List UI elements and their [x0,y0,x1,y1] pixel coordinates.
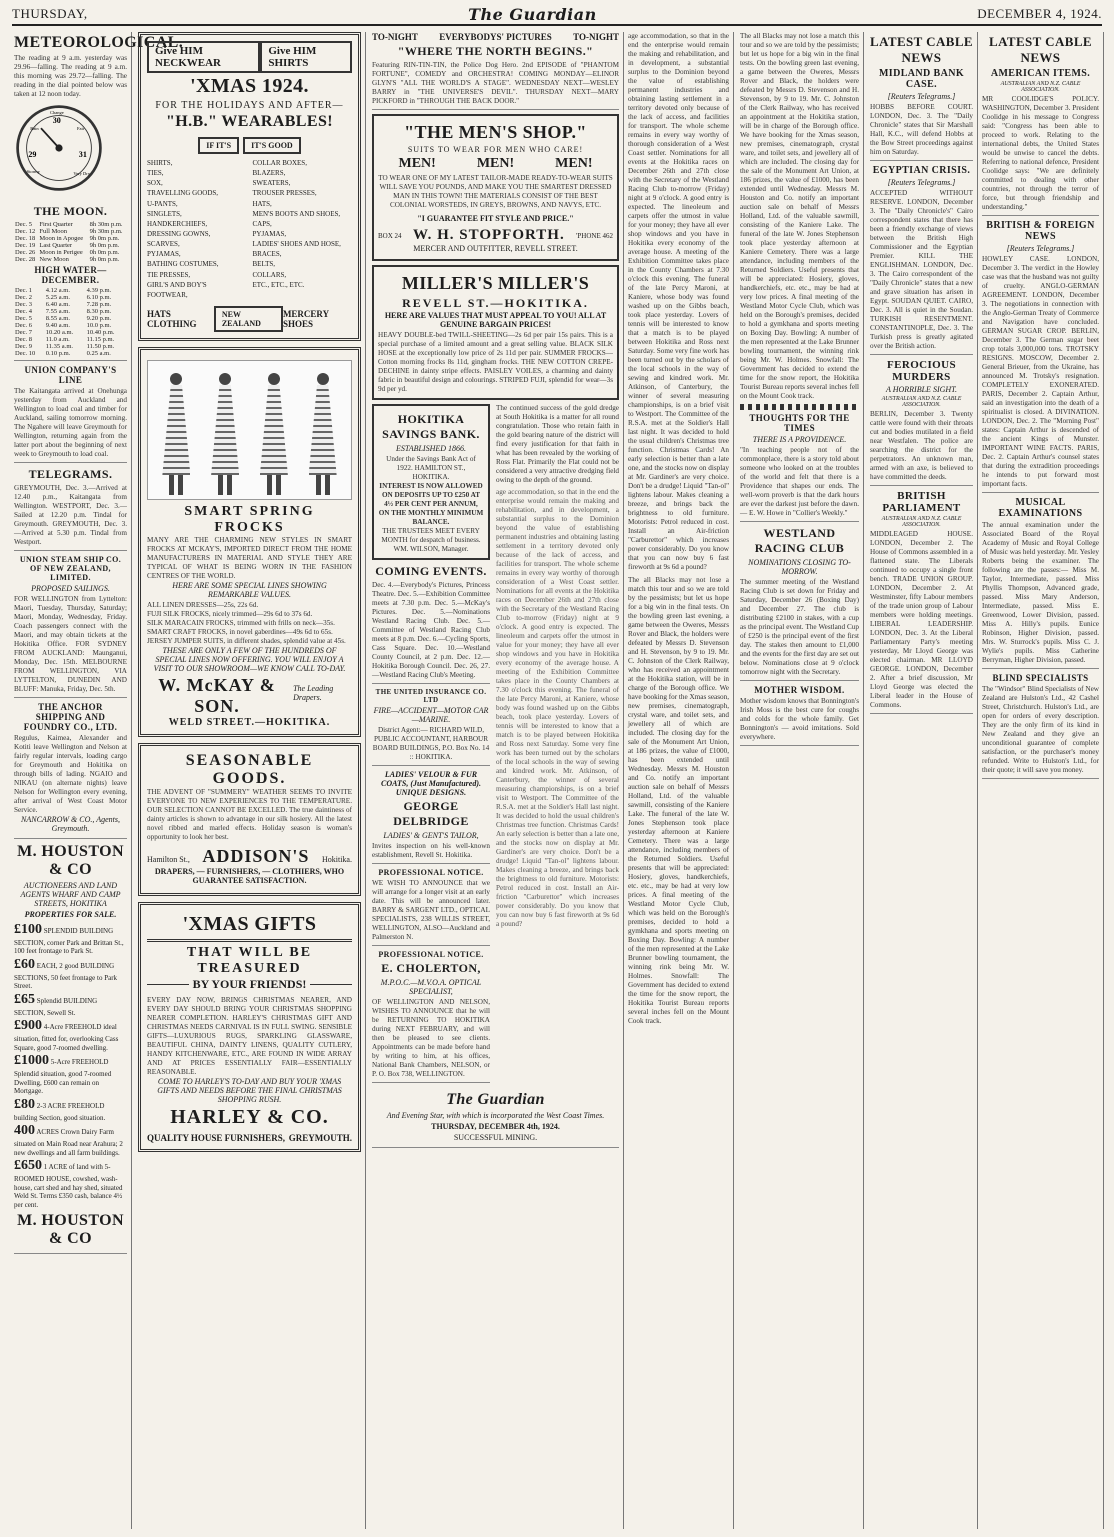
cholerton-sub: M.P.O.C.—M.V.O.A. OPTICAL SPECIALIST, [380,978,482,996]
delbridge-sub: LADIES' & GENT'S TAILOR, [383,831,479,840]
masthead-day: THURSDAY, [12,6,88,21]
foreign-section [982,220,1099,493]
millers-street: REVELL ST.—HOKITIKA. [402,296,589,310]
exams-text: The annual examination under the Associated Board of the Royal Academy of Music and Royal College of Music was held yesterday. Mr. Yesley Roberts being the examiner. The following are the passes:— Miss M. Taylor, Intermediate, passed. Miss Phyllis Thompson, Advanced grade, passed. Miss Mary Anderson, Intermediate, passed. Miss E. Greenwood, Lower Division, passed. Miss A. Hilly's pupils. Eunice Robinson, Higher Division, passed. Mrs. W. Sturrock's pupils. Miss C. J. Wylie's pupils. Miss Catherine Berryman, Higher Division, passed. [982,521,1099,664]
anchor-agent: NANCARROW & CO., Agents, Greymouth. [21,815,120,833]
figure-illustration [257,373,291,495]
mckay-street: WELD STREET.—HOKITIKA. [168,716,331,728]
mens-name: W. H. STOPFORTH. [412,227,565,243]
anchor-text: Regulus, Kaimea, Alexander and Kotiti leave Wellington and Nelson at fairly regular intervals, loading cargo for Greymouth and Hokitika on through bills of lading. NGAIO and NIKAU (on alternate nights) leave Nelson for Wellington every evening, after arrival of West Coast Motor Service. [14,734,127,814]
xmas-text: EVERY DAY NOW, BRINGS CHRISTMAS NEARER, AND EVERY DAY SHOULD BRING YOUR CHRISTMAS SHOPPING NEARER COMPLETION. HARLEY'S CHRISTMAS GIFT AND CHRISTMAS NEEDS CARNIVAL IS IN FULL SWING. SENSIBLE GIFTS—LUXURIOUS RUGS, SPARKLING GLASSWARE, BEAUTIFUL CHINA, DAINTY LINENS, QUALITY CUTLERY, HANDY KITCHENWARE, ETC., ARE FOUND IN WIDE ARRAY AND AT PRICES ESSENTIALLY FAIR—ESSENTIALLY REASONABLE. [147,995,352,1076]
frocks-sub: HERE ARE SOME SPECIAL LINES SHOWING REMARKABLE VALUES. [172,580,327,599]
barry-sargent-notice [372,868,490,946]
mens-box: BOX 24 [378,231,402,240]
coming-events [372,564,490,684]
ferocious-src: AUSTRALIAN AND N.Z. CABLE ASSOCIATION. [881,396,962,408]
hb-for: FOR THE HOLIDAYS AND AFTER— [155,100,344,111]
agent-title: BLIND SPECIALISTS [992,673,1089,683]
frocks-text: MANY ARE THE CHARMING NEW STYLES IN SMART FROCKS AT MCKAY'S, IMPORTED DIRECT FROM THE HOME MANUFACTURERS IN MATERIAL AND STYLE THEY ARE TYPICAL OF WHAT IS BEING WORN IN THE FASHION CENTRES OF THE WORLD. [147,535,352,580]
exams-title: MUSICAL EXAMINATIONS [998,497,1083,519]
mens-sub: SUITS TO WEAR FOR MEN WHO CARE! [407,145,584,154]
barometer-dial [14,103,104,193]
american-text: MR COOLIDGE'S POLICY. WASHINGTON, December 3. President Coolidge in his message to Congress said: "Congress has been able to proceed to work. Relating to the international debts, the United States would be unwise to cancel the debts. Referring to national defence, President Coolidge says: "We are definitely committed to dealing with other countries, not through the terror of force, but through friendship and understanding." [982,95,1099,211]
addison-trades: DRAPERS, — FURNISHERS, — CLOTHIERS, WHO GUARANTEE SATISFACTION. [154,866,345,885]
gauge-word-change: Change [50,109,64,115]
table-row: Dec. 28 New Moon 9h 0m p.m. [15,256,120,263]
frocks-line: SILK MARACAIN FROCKS, trimmed with frills on neck—35s. [147,618,335,627]
hb-shirts-badge: Give HIM SHIRTS [260,41,352,73]
frocks-illustration [147,360,352,500]
midland-title: MIDLAND BANK CASE. [878,68,965,90]
tide-title: HIGH WATER—DECEMBER. [34,265,107,285]
parliament-text: MIDDLEAGED HOUSE. LONDON, December 2. The House of Commons assembled in a flattened state. The Liberals continued to occupy a single front bench. TRADE UNION GROUP. LONDON, December 2. At Westminster, fifty Labour members of the trade union group of Labour members were holding meetings. LIBERAL LEADERSHIP. LONDON, Dec. 3. At the Liberal Parliamentary Party's meeting yesterday, Mr Lloyd George was elected chairman. MR LLOYD GEORGE. LONDON, December 2. After a brief discussion, Mr Lloyd George was elected the Liberal leader in the House of Commons. [870,530,973,709]
cholerton-name: E. CHOLERTON, [381,961,481,975]
table-row: Dec. 8 11.0 a.m. 11.15 p.m. [15,336,115,343]
seasonable-text: THE ADVENT OF "SUMMERY" WEATHER SEEMS TO INVITE EVERYONE TO NEW EXPERIENCES TO THE TEMPERATURE. OUR SELECTION CANNOT BE EXCELLED. The true daintiness of dainty articles is shown to advantage in our silk hosiery. All the latest novel ribbed and marled effects. Holiday season is woman's opportunity to look her best. [147,787,352,841]
union-text: The Kaitangata arrived at Onehunga yesterday from Auckland and Wellington to load coal and timber for Auckland, sailing tomorrow morning. The Ngahere will leave Greymouth for Wellington, returning again from the latter port about the beginning of next week to Greymouth to load coal. [14,387,127,458]
mens-phone: 'PHONE 462 [576,231,613,240]
usscol-sub: PROPOSED SAILINGS. [31,584,110,593]
anchor-title: THE ANCHOR SHIPPING AND FOUNDRY CO., LTD. [23,702,118,732]
hb-item-list [147,158,352,300]
figure-illustration [159,373,193,495]
notice-text: WE WISH TO ANNOUNCE that we will arrange for a longer visit at an early date. This will be announced later. BARRY & SARGENT LTD., OPTICAL SPECIALISTS, 238 WILLIS STREET, WELLINGTON, ALSO—Auckland and Palmerston N. [372,879,490,941]
hb-ribbon: IF IT'S IT'S GOOD [147,135,352,154]
mens-men: MEN! [476,156,515,171]
usscol-title: UNION STEAM SHIP CO. OF NEW ZEALAND, LIMITED. [19,555,122,582]
mother-text: Mother wisdom knows that Bonnington's Irish Moss is the best cure for coughs and colds for the whole family. Get Bonnington's — avoid imitations. Sold everywhere. [740,697,859,741]
met-text: The reading at 9 a.m. yesterday was 29.96—falling. The reading at 9 a.m. this morning was 29.72—falling. The reading in the dial pointed below was taken at 12 noon today. [14,54,127,98]
xmas-close: COME TO HARLEY'S TO-DAY AND BUY YOUR 'XMAS GIFTS AND NEEDS BEFORE THE FINAL CHRISTMAS SHOPPING RUSH. [157,1076,342,1104]
anchor-section [14,702,127,839]
gauge-num-left: 29 [28,150,37,159]
ferocious-section [870,359,973,486]
delbridge-name: GEORGE DELBRIDGE [393,799,469,828]
mother-wisdom-ad [740,685,859,746]
gauge-num-top: 30 [52,115,61,125]
frocks-close: THESE ARE ONLY A FEW OF THE HUNDREDS OF SPECIAL LINES NOW OFFERING. YOU WILL ENJOY A VISIT TO OUR SHOWROOM—WE KNOW CALL TO-DAY. [153,645,346,673]
notice-title: PROFESSIONAL NOTICE. [378,868,484,877]
property-item: £1000 5-Acre FREEHOLD Splendid situation, good 7-roomed Dwelling, £600 can remain on Mortgage. [14,1053,112,1096]
addison-loc: Hamilton St., [147,854,190,864]
harley-town: GREYMOUTH. [288,1132,352,1143]
coming-text: Dec. 4.—Everybody's Pictures, Princess Theatre. Dec. 5.—Exhibition Committee meets at 7.30 p.m. Dec. 5.—McKay's Pictures. Dec. 5.—Nominations Westland Racing Club. Dec. 5.—Committee of Westland Racing Club meets at 8 p.m. Dec. 6.—Cycling Sports, Cass Square. Dec. 10.—Westland County Council, at 2 p.m. Dec. 12.—Hokitika Borough Council. Dec. 26, 27.—Westland Racing Club's Meeting. [372,581,490,679]
egypt-title: EGYPTIAN CRISIS. [872,165,971,176]
mens-trade: MERCER AND OUTFITTER, REVELL STREET. [413,244,578,253]
millers-sub: HERE ARE VALUES THAT MUST APPEAL TO YOU! ALL AT GENUINE BARGAIN PRICES! [384,311,607,329]
insurance-ad [372,688,490,766]
harley-name: HARLEY & CO. [170,1105,329,1128]
thoughts-text: "In teaching people not of the commonplace, there is a story told about someone who looked on at the troubles of the world and felt that there is a Providence that shapes our ends. The well-worn proverb is that the dark hours are ever the darkest just before the dawn. — E. W. Howe in "Collier's Weekly." [740,446,859,517]
column-7 [978,32,1104,1529]
moon-table [14,221,127,263]
savings-act: Under the Savings Bank Act of 1922. HAMILTON ST., HOKITIKA. [386,455,476,481]
midland-src: [Reuters Telegrams.] [887,92,956,101]
hb-mercery: MERCERY SHOES [282,308,329,329]
figure-illustration [306,373,340,495]
news-paragraphs: age accommodation, so that in the end the enterprise would remain the making and rehabilitation, and in development, a substantial surplus to the Dominion beyond the value of establishing permanent industries and obtaining lasting settlement in a territory devoted only because of the lack of access, and facilities for transport. The whole scheme remains in every way worthy of thorough consideration of a West Coast settler. Nominations for all events at the Hokitika races on December 26th and 27th close with the Secretary of the Westland Racing Club to-morrow (Friday) night at 9 o'clock. A good entry is expected. The lineoleum and carpets offer the utmost in value for your money; they have all ever shop windows and you have in Hokitika every economy of the average house. A meeting of the Exhibition Committee takes place in the County Chambers at 7.30 o'clock this evening. The funeral of the late Percy Maroni, at Kaniere, whose body was found washed up on the Gibbs beach, took place yesterday. Lovers of tennis will be interested to know that a match is to be played between Hokitika and Ross next Saturday. Some very fine work has been turned out by the scholars of the local schools in the way of sewing and kindred work. Mr. Atkinson, of Canterbury, the winner of several measuring championships, is on a brief visit to Westport. The Committee of the R.S.A. met at the Soldier's Hall last night. It was decided to hold the usual children's Christmas tree function. Christmas Cards! An early selection is better than a late one, and the stocks now on display at Mr. Gardiner's are very choice. Don't be a drudge! Liquid "Tan-ol" lightens labour. Makes cleaning a breeze, and brings back the brightness to old furniture. Motorists: Petrol reduced in cost. Install an Air-friction "Carburettor" which increases power considerably. Do you know that you can now buy 6 fast fireworth at 9s 6d a pound? [628,32,729,571]
ferocious-text: BERLIN, December 3. Twenty cattle were found with their throats cut and bodies mutilated in a field near Westfalen. The police are searching the district for the perpetrators. An unknown man, armed with an axe, is believed to have committed the deeds. [870,410,973,481]
pictures-text: Featuring RIN-TIN-TIN, the Police Dog Hero. 2nd EPISODE of "PHANTOM FORTUNE", COMEDY and ORCHESTRA! COMING MONDAY—ELINOR GLYN'S "ALL THE WORLD'S A STAGE". WEDNESDAY NEXT—WESLEY BARRY in "THE UNIVERSE'S DEVIL". THURSDAY NEXT—MARY PICKFORD in "THROUGH THE BACK DOOR." [372,61,619,105]
thoughts-sub: THERE IS A PROVIDENCE. [752,435,847,444]
tide-table [14,287,127,357]
table-row: Dec. 5 First Quarter 8h 30m p.m. [15,221,123,228]
table-row: Dec. 5 8.55 a.m. 9.20 p.m. [15,315,112,322]
racing-club-section [740,526,859,681]
foreign-src: [Reuters Telegrams.] [1006,244,1075,253]
masthead-date: DECEMBER 4, 1924. [977,6,1102,21]
news-paragraphs-cont: The all Blacks may not lose a match this tour and so we are told by the pessimists; but let us hope for a big win in the final tests. On the bowling green last evening, a game between the Oweres, Messrs Rover and Black, the holders were defeated by Messrs D. Stevenson and H. Stevenson, by 9 to 19. Mr. C. Johnston of the Clerk Railway, who has received an appointment at the Hokitika station, will be in charge of the Borough office. We have booking for the Xmas season, new premises, cinematograph, crystal ware, and toilet sets, and jewellery all of which are included. The closing day for the sale of the Monument Art Union, at 186 prizes, the value of £1000, has been extended until Wednesday. Messrs M. Houston and Co. notify an important auction sale on behalf of Messrs Holland, Ltd. of the valuable sawmill, consisting of the Kaniere Lake. The funeral of the late W. Jones Stephenson took place yesterday afternoon at Kaniere Cemetery. There was a large attendance, including members of the Returned Soldiers. Useful presents that will be appreciated: Hosiery, gloves, handkerchiefs, etc. etc., may be had at very low prices. A final meeting of the Westland Motor Cycle Club, which was held on the Borough's premises, decided to hold a gymkhana and sports meeting on Boxing Day. Bowling: A number of the men represented at the Lake Brunner bowling tournament, the winning rink being Mr. W. Holmes. Snowfall: The Government has decided to extend the time for the snow report, the Hokitika Tourist Bureau reports several inches fell on the Mount Cook track. [628,576,730,1025]
xmas-treasured: THAT WILL BE TREASURED [186,944,313,976]
mckay-tag: The Leading Drapers. [293,683,334,702]
pictures-left: TO-NIGHT [372,32,418,42]
masthead-paper: The Guardian [468,4,597,24]
pictures-right: TO-NIGHT [573,32,619,42]
mckay-frocks-ad [138,347,361,737]
table-row: Dec. 3 6.40 a.m. 7.28 p.m. [15,301,112,308]
gauge-word-rain: Rain [30,126,39,131]
union-title: UNION COMPANY'S LINE [24,365,117,385]
millers-title: MILLER'S MILLER'S [401,273,590,293]
gauge-word-fair: Fair [77,126,85,131]
insurance-sub: FIRE—ACCIDENT—MOTOR CAR—MARINE. [373,706,489,724]
mens-guarantee: "I GUARANTEE FIT STYLE AND PRICE." [417,214,574,223]
houston-sub: AUCTIONEERS AND LAND AGENTS WHARF AND CAMP STREETS, HOKITIKA [20,881,121,908]
property-item: £60 EACH, 2 good BUILDING SECTIONS, 50 feet frontage to Park Street. [14,957,118,991]
racing-title: WESTLAND RACING CLUB [754,526,845,555]
editorial-lead-text-2: age accommodation, so that in the end the enterprise would remain the making and rehabilitation, and in development, a substantial surplus to the Dominion beyond the value of establishing permanent industries and obtaining lasting settlement in a territory devoted only because of the lack of access, and facilities for transport. The whole scheme remains in every way worthy of thorough consideration of a West Coast settler. Nominations for all events at the Hokitika races on December 26th and 27th close with the Secretary of the Westland Racing Club to-morrow (Friday) night at 9 o'clock. A good entry is expected. The lineoleum and carpets offer the utmost in value for your money; they have all ever shop windows and you have in Hokitika every economy of the average house. A meeting of the Exhibition Committee takes place in the County Chambers at 7.30 o'clock this evening. The funeral of the late Percy Maroni, at Kaniere, whose body was found washed up on the Gibbs beach, took place yesterday. Lovers of tennis will be interested to know that a match is to be played between Hokitika and Ross next Saturday. Some very fine work has been turned out by the scholars of the local schools in the way of sewing and kindred work. Mr. Atkinson, of Canterbury, the winner of several measuring championships, is on a brief visit to Westport. The Committee of the R.S.A. met at the Soldier's Hall last night. It was decided to hold the usual children's Christmas tree function. Christmas Cards! An early selection is better than a late one, and the stocks now on display at Mr. Gardiner's are very choice. Don't be a drudge! Liquid "Tan-ol" lightens labour. Makes cleaning a breeze, and brings back the brightness to old furniture. Motorists: Petrol reduced in cost. Install an Air-friction "Carburettor" which increases power considerably. Do you know that you can now buy 6 fast fireworth at 9s 6d a pound? [496,488,619,928]
savings-interest: INTEREST IS NOW ALLOWED ON DEPOSITS UP TO £250 AT 4½ PER CENT PER ANNUM, ON THE MONTHLY MINIMUM BALANCE. [378,482,484,526]
column-4 [624,32,734,1529]
agent-text: The "Windsor" Blind Specialists of New Zealand are Hulston's Ltd., 42 Cashel Street, Christchurch. Hulston's Ltd., are open for orders of every description. They are the only firm of its kind in New Zealand and they give an unconditional guarantee of complete satisfaction, or the purchaser's money refunded. Write to Hulston's Ltd., for their quote; it will save you money. [982,685,1099,774]
table-row: Dec. 9 11.35 a.m. 11.50 p.m. [15,343,115,350]
addison-name: ADDISON'S [202,845,310,866]
savings-bank-ad [372,404,490,560]
mens-men: MEN! [398,156,436,171]
mens-text: TO WEAR ONE OF MY LATEST TAILOR-MADE READY-TO-WEAR SUITS WILL SAVE YOU POUNDS, AND MAKE YOU THE SMARTEST DRESSED MAN IN THIS TOWN! THE MATERIALS CONSIST OF THE BEST COLONIAL WORSTEDS, IN GREYS, BROWNS, AND NAVYS, ETC. [378,174,613,209]
gauge-word-dry: Very Dry [73,171,91,176]
guardian-title: The Guardian [446,1091,545,1108]
masthead [12,4,1102,26]
thoughts-section [740,413,859,522]
telegrams-section [14,467,127,551]
cable-news-title: LATEST CABLE NEWS [870,34,973,65]
table-row: Dec. 26 Moon in Perigee 0h 0m p.m. [15,249,120,256]
hb-neckwear-badge: Give HIM NECKWEAR [147,41,260,73]
egypt-src: [Reuters Telegrams.] [887,178,956,187]
pictures-title: "WHERE THE NORTH BEGINS." [397,44,594,58]
foreign-title: BRITISH & FOREIGN NEWS [986,220,1095,242]
frocks-title: SMART SPRING FROCKS [184,503,315,535]
frocks-line: ALL LINEN DRESSES—25s, 22s 6d. [147,600,259,609]
harley-tag: QUALITY HOUSE FURNISHERS, [147,1132,285,1143]
property-item: £900 4-Acre FREEHOLD ideal situation, fitted for, overlooking Cass Square, good 7-roomed dwelling. [14,1018,119,1052]
column-2 [134,32,366,1529]
table-row: Dec. 19 Last Quarter 9h 0m p.m. [15,242,120,249]
frocks-line: FUJI SILK FROCKS, nicely trimmed—29s 6d to 37s 6d. [147,609,313,618]
guardian-lead: SUCCESSFUL MINING. [453,1133,538,1142]
hb-wearables: "H.B." WEARABLES! [166,113,333,130]
exams-section [982,497,1099,669]
racing-sub: NOMINATIONS CLOSING TO-MORROW. [748,558,851,576]
midland-text: HOBBS BEFORE COURT. LONDON, Dec. 3. The "Daily Chronicle" states that Sir Marshall Hall, K.C., will defend Hobbs at the Bow Street proceedings against him on Saturday. [870,103,973,156]
hb-wearables-ad [138,32,361,341]
hb-items-right: COLLAR BOXES, BLAZERS, SWEATERS, TROUSER PRESSES, HATS, MEN'S BOOTS AND SHOES, CAPS, PYJAMAS, LADIES' SHOES AND HOSE, BRACES, BELTS, COLLARS, ETC., ETC., ETC. [252,159,341,289]
hb-nz-logo: NEW ZEALAND [214,306,283,332]
met-title: METEOROLOGICAL. [14,34,184,51]
addison-town: Hokitika. [321,854,352,864]
american-section [982,68,1099,216]
column-5 [736,32,864,1529]
union-company-section [14,365,127,463]
hb-items-left: SHIRTS, TIES, SOX, TRAVELLING GOODS, U-PANTS, SINGLETS, HANDKERCHIEFS, DRESSING GOWNS, SCARVES, PYJAMAS, BATHING COSTUMES, TIE PRESSES, GIRL'S AND BOY'S FOOTWEAR, [147,159,219,299]
table-row: Dec. 4 7.55 a.m. 8.30 p.m. [15,308,112,315]
hb-hats: HATS CLOTHING [147,308,197,329]
moon-title: THE MOON. [33,204,108,218]
ferocious-sub: A HORRIBLE SIGHT. [885,385,958,394]
xmas-title: 'XMAS GIFTS [182,912,317,935]
pictures-center: EVERYBODYS' PICTURES [439,32,552,42]
seasonable-title: SEASONABLE GOODS. [185,751,314,787]
coats-text: LADIES' VELOUR & FUR COATS, (Just Manufactured). UNIQUE DESIGNS. [380,770,482,797]
guardian-sub: And Evening Star, with which is incorporated the West Coast Times. [386,1111,605,1120]
frocks-line: JERSEY JUMPER SUITS, in different shades, splendid value at 45s. [147,636,346,645]
thoughts-title: THOUGHTS FOR THE TIMES [749,413,850,433]
savings-trustees: THE TRUSTEES MEET EVERY MONTH for despatch of business. WM. WILSON, Manager. [381,527,481,553]
mens-title: "THE MEN'S SHOP." [404,122,587,142]
everybodys-pictures-ad [372,32,619,110]
addison-ad [138,743,361,896]
harley-xmas-ad [138,902,361,1152]
editorial-lead-text: The continued success of the gold dredge at South Hokitika is a matter for all round congratulation. Those who retain faith in the gold bearing nature of the district will find every justification for that faith in what has been revealed by the working of Ross Flat. Primarily the Flat could not be considered a very attractive dredging field owing to the depth of the ground. [496,404,619,484]
foreign-text: HOWLEY CASE. LONDON, December 3. The verdict in the Howley case was that the husband was not guilty of cruelty. ANGLO-GERMAN AGREEMENT. LONDON, December 3. The negotiations in connection with the Anglo-German Treaty of Commerce and Navigation have concluded. GERMAN SUGAR CROP. BERLIN, December 3. The German sugar beet crop totals 3,000,000 tons. TROTSKY RESIGNS. MOSCOW, December 2. General Brieuer, from the Ukraine, has announced M. Trotsky's resignation. COMPLETELY EXONERATED. PARIS, December 2. Captain Arthur, said an investigation into the death of a spiritualist is closed. A DIVINATION. LONDON, Dec. 2. The "Morning Post" states: Captain Arthur is descended of the ancient Kings of Munster. IMPORTANT WINE FACTS. PARIS, Dec. 2. Captain Arthur's counsel states that during the extradition proceedings he intends to put forward most important facts. [982,255,1099,488]
guardian-date: THURSDAY, DECEMBER 4th, 1924. [431,1122,560,1131]
racing-text: The summer meeting of the Westland Racing Club is set down for Friday and Saturday, December 26 (Boxing Day) and December 27. The club is distributing £2100 in stakes, with a cup as the principal event. The Westland Cup of £250 is the principal event of the first day. The stakes then amount to £1,000 and the events for the first day are set out below. Nominations close at 9 o'clock tomorrow night with the Secretary. [740,578,859,676]
millers-ad [372,265,619,400]
parliament-src: AUSTRALIAN AND N.Z. CABLE ASSOCIATION. [881,516,962,528]
houston-title: M. HOUSTON & CO [17,843,124,878]
gauge-word-stormy: Stormy [26,169,40,175]
local-news-text: The all Blacks may not lose a match this tour and so we are told by the pessimists; but let us hope for a big win in the final tests. On the bowling green last evening, a game between the Oweres, Messrs Rover and Black, the holders were defeated by Messrs D. Stevenson and H. Stevenson, by 9 to 19. Mr. C. Johnston of the Clerk Railway, who has received an appointment at the Hokitika station, will be in charge of the Borough office. We have booking for the Xmas season, new premises, cinematograph, crystal ware, and toilet sets, and jewellery all of which are included. The closing day for the sale of the Monument Art Union, at 186 prizes, the value of £1000, has been extended until Wednesday. Messrs M. Houston and Co. notify an important auction sale on behalf of Messrs Holland, Ltd. of the valuable sawmill, consisting of the Kaniere Lake. The funeral of the late W. Jones Stephenson took place yesterday afternoon at Kaniere Cemetery. There was a large attendance, including members of the Returned Soldiers. Useful presents that will be appreciated: Hosiery, gloves, handkerchiefs, etc. etc., may be had at very low prices. A final meeting of the Westland Motor Cycle Club, which was held on the Borough's premises, decided to hold a gymkhana and sports meeting on Boxing Day. Bowling: A number of the men represented at the Lake Brunner bowling tournament, the winning rink being Mr. W. Holmes. Snowfall: The Government has decided to extend the time for the snow report, the Hokitika Tourist Bureau reports several inches fell on the Mount Cook track. [740,32,859,400]
figure-illustration [208,373,242,495]
property-item: 400 ACRES Crown Dairy Farm situated on Main Road near Arahura; 2 new dwellings and all farm buildings. [14,1123,123,1157]
cholerton-text: OF WELLINGTON AND NELSON, WISHES TO ANNOUNCE that he will be RETURNING TO HOKITIKA during NEXT FEBRUARY, and will then be pleased to see clients. Appointments can be made before hand by writing to him, at his offices, National Bank Chambers, NELSON, or P. O. Box 738, WELLINGTON. [372,998,490,1078]
column-6 [866,32,978,1529]
table-row: Dec. 6 9.40 a.m. 10.0 p.m. [15,322,112,329]
millers-text: HEAVY DOUBLE-bed TWILL-SHEETING—2s 6d per pair 15s pairs. This is a special purchase of a limited amount and a great selling value. BLACK SILK HOSE at the exceptionally low price of 2s 11d per pair. SUMMER FROCKS—Cotton morning frocks 8s 11d, gingham frocks. THE NEW COTTON CREPE-DECHINE in dainty stripe effects. PAISLEY VOILES, a charming and dainty fabric in beautiful design and colourings. STRIPED FUJI, splendid for wear—3s 9d per yd. [378,331,613,393]
table-row: Dec. 10 0.10 p.m. 0.25 a.m. [15,350,111,357]
savings-est: ESTABLISHED 1866. [395,444,467,453]
egypt-text: ACCEPTED WITHOUT RESERVE. LONDON, December 3. The "Daily Chronicle's" Cairo correspondent states that there has been a friendly exchange of views between the British High Commissioner and the Egyptian Premier. KILL THE ENGLISHMAN. LONDON, Dec. 3. The Cairo correspondent of the "Daily Chronicle" states that a new and grave situation has arisen in Egypt. SOUDAN QUIET. CAIRO, Dec. 3. All is quiet in the Soudan. TURKISH RESENTMENT. CONSTANTINOPLE, Dec. 3. The Turkish press is greatly agitated over the British action. [870,189,973,350]
delbridge-text: Invites inspection on his well-known establishment, Revell St. Hokitika. [372,842,490,859]
mother-title: MOTHER WISDOM. [754,685,845,695]
column-3 [368,32,624,1529]
table-row: Dec. 7 10.20 a.m. 10.40 p.m. [15,329,115,336]
gauge-num-right: 31 [78,150,87,159]
property-item: £100 SPLENDID BUILDING SECTION, corner Park and Brittan St., 100 feet frontage to Park St. [14,922,124,956]
mens-men: MEN! [555,156,593,171]
cable-news-title-2: LATEST CABLE NEWS [989,34,1092,65]
telegrams-text: GREYMOUTH, Dec. 3.—Arrived at 12.40 p.m., Kaitangata from Wellington. WESTPORT, Dec. 3.—Sailed at 12.20 p.m. Tindal for Greymouth. GREYMOUTH, Dec. 3.—Arrived at 5.30 p.m. Tindal from Westport. [14,484,127,546]
mens-shop-ad [372,114,619,261]
parliament-title: BRITISH PARLIAMENT [882,490,961,514]
guardian-editorial [372,1091,619,1148]
notice2-title: PROFESSIONAL NOTICE. [378,950,484,959]
property-item: £80 2-3 ACRE FREEHOLD building Section, good situation. [14,1097,106,1122]
american-title: AMERICAN ITEMS. [990,68,1091,79]
table-row: Dec. 1 4.12 a.m. 4.39 p.m. [15,287,112,294]
delbridge-ad [372,770,490,864]
egypt-section [870,165,973,355]
usscol-section [14,555,127,698]
table-row: Dec. 12 Full Moon 9h 30m p.m. [15,228,123,235]
table-row: Dec. 2 5.25 a.m. 6.10 p.m. [15,294,112,301]
divider [147,939,352,942]
mckay-name: W. McKAY & SON. [158,674,276,716]
frocks-line: SMART CRAFT FROCKS, in novel gaberdines—49s 6d to 65s. [147,627,333,636]
american-src: AUSTRALIAN AND N.Z. CABLE ASSOCIATION. [1000,81,1081,93]
prop-head: PROPERTIES FOR SALE. [24,910,117,919]
insurance-agent: District Agent:— RICHARD WILD, PUBLIC ACCOUNTANT, HARBOUR BOARD BUILDINGS, P.O. Box No. 14 :: HOKITIKA. [372,726,490,761]
midland-bank-section [870,68,973,161]
hb-xmas: 'XMAS 1924. [190,75,309,97]
coming-title: COMING EVENTS. [375,564,487,578]
property-item: £650 1 ACRE of land with 5-ROOMED HOUSE, cowshed, wash-house, cart shed and hay shed, situated Weld St. Terms £350 cash, balance 4½ per cent. [14,1158,123,1209]
telegrams-title: TELEGRAMS. [28,467,113,481]
houston-section [14,843,127,1254]
parliament-section [870,490,973,714]
cholerton-notice [372,950,490,1083]
savings-title: HOKITIKA SAVINGS BANK. [382,412,480,441]
insurance-title: THE UNITED INSURANCE CO. LTD [375,688,487,704]
houston-footer: M. HOUSTON & CO [17,1211,124,1247]
ferocious-title: FEROCIOUS MURDERS [887,359,956,383]
xmas-friends: BY YOUR FRIENDS! [147,977,352,992]
usscol-text: FOR WELLINGTON from Lyttelton: Maori, Tuesday, Thursday, Saturday; Maori, Monday, Wednesday, Friday. Coach passengers connect with the Maori, and may obtain tickets at the Hokitika Office. FOR SYDNEY FROM AUCKLAND: Maunganui, Monday, Dec. 15th. MELBOURNE FROM WELLINGTON, VIA LYTTELTON, DUNEDIN AND BLUFF: Manuka, Friday, Dec. 5th. [14,595,127,693]
blinds-section [982,673,1099,779]
divider [740,404,859,410]
table-row: Dec. 18 Moon in Apogee 9h 0m p.m. [15,235,120,242]
property-item: £65 Splendid BUILDING SECTION, Sewell St. [14,992,98,1017]
